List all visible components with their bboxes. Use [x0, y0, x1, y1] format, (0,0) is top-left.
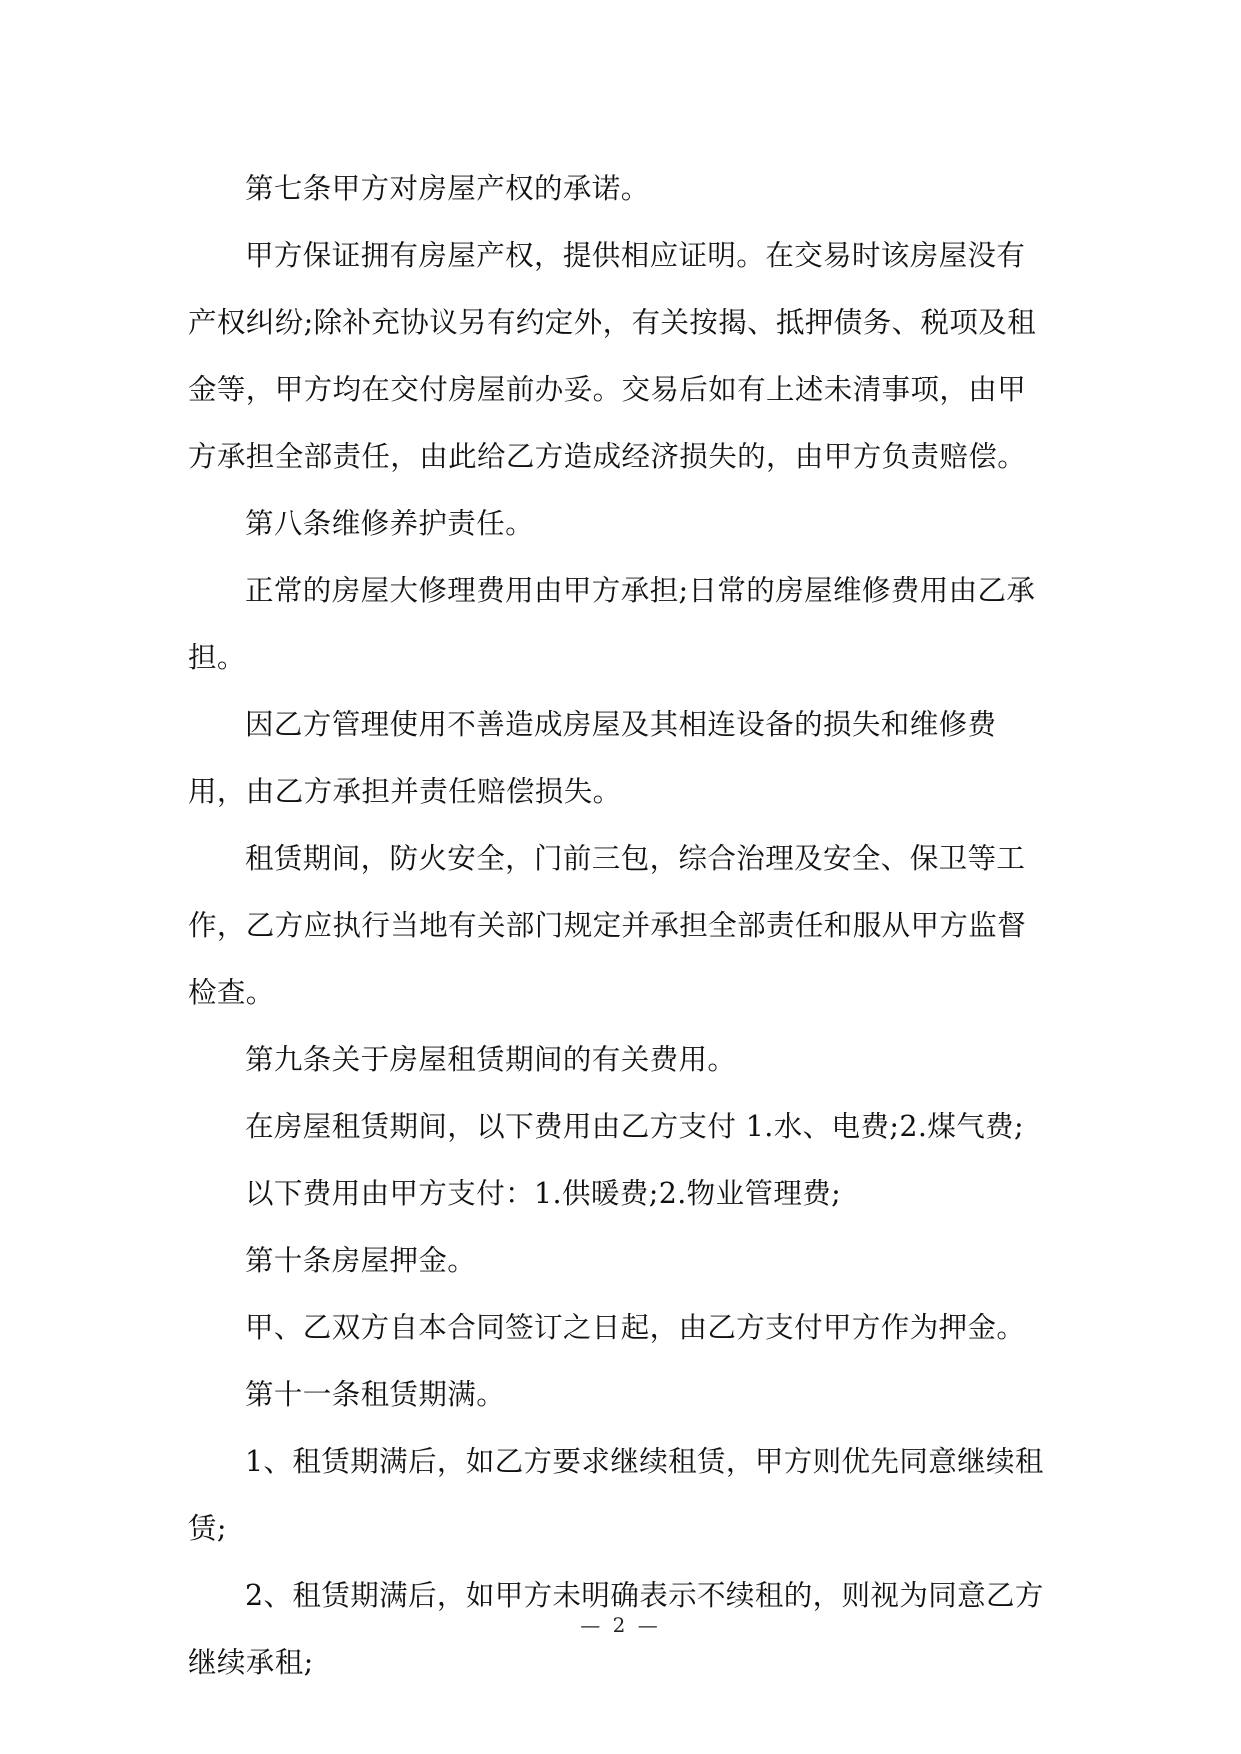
paragraph-article-8-safety: 租赁期间，防火安全，门前三包，综合治理及安全、保卫等工作，乙方应执行当地有关部门规定并承担全部责任和服从甲方监督检查。 — [188, 842, 1027, 1009]
paragraph-article-10-heading: 第十条房屋押金。 — [245, 1244, 477, 1277]
paragraph-article-9-landlord-fees: 以下费用由甲方支付：1.供暖费;2.物业管理费; — [245, 1177, 842, 1210]
paragraph-article-8-damage: 因乙方管理使用不善造成房屋及其相连设备的损失和维修费用，由乙方承担并责任赔偿损失。 — [188, 708, 997, 808]
paragraph-article-8-heading: 第八条维修养护责任。 — [245, 507, 535, 540]
document-body — [188, 155, 1048, 1696]
paragraph-article-10-body: 甲、乙双方自本合同签订之日起，由乙方支付甲方作为押金。 — [245, 1311, 1026, 1344]
paragraph-article-9-tenant-fees: 在房屋租赁期间，以下费用由乙方支付 1.水、电费;2.煤气费; — [245, 1110, 1025, 1143]
paragraph-article-9-heading: 第九条关于房屋租赁期间的有关费用。 — [245, 1043, 737, 1076]
paragraph-article-7-heading: 第七条甲方对房屋产权的承诺。 — [245, 172, 650, 205]
paragraph-article-7-body: 甲方保证拥有房屋产权，提供相应证明。在交易时该房屋没有产权纠纷;除补充协议另有约定外，有关按揭、抵押债务、税项及租金等，甲方均在交付房屋前办妥。交易后如有上述未清事项，由甲方承担全部责任，由此给乙方造成经济损失的，由甲方负责赔偿。 — [188, 239, 1037, 473]
paragraph-article-8-repair-costs: 正常的房屋大修理费用由甲方承担;日常的房屋维修费用由乙承担。 — [188, 574, 1036, 674]
paragraph-article-11-item-1: 1、租赁期满后，如乙方要求继续租赁，甲方则优先同意继续租赁; — [188, 1445, 1044, 1545]
paragraph-article-11-item-2: 2、租赁期满后，如甲方未明确表示不续租的，则视为同意乙方继续承租; — [188, 1579, 1044, 1679]
page-number: — 2 — — [580, 1613, 661, 1637]
paragraph-article-11-heading: 第十一条租赁期满。 — [245, 1378, 506, 1411]
